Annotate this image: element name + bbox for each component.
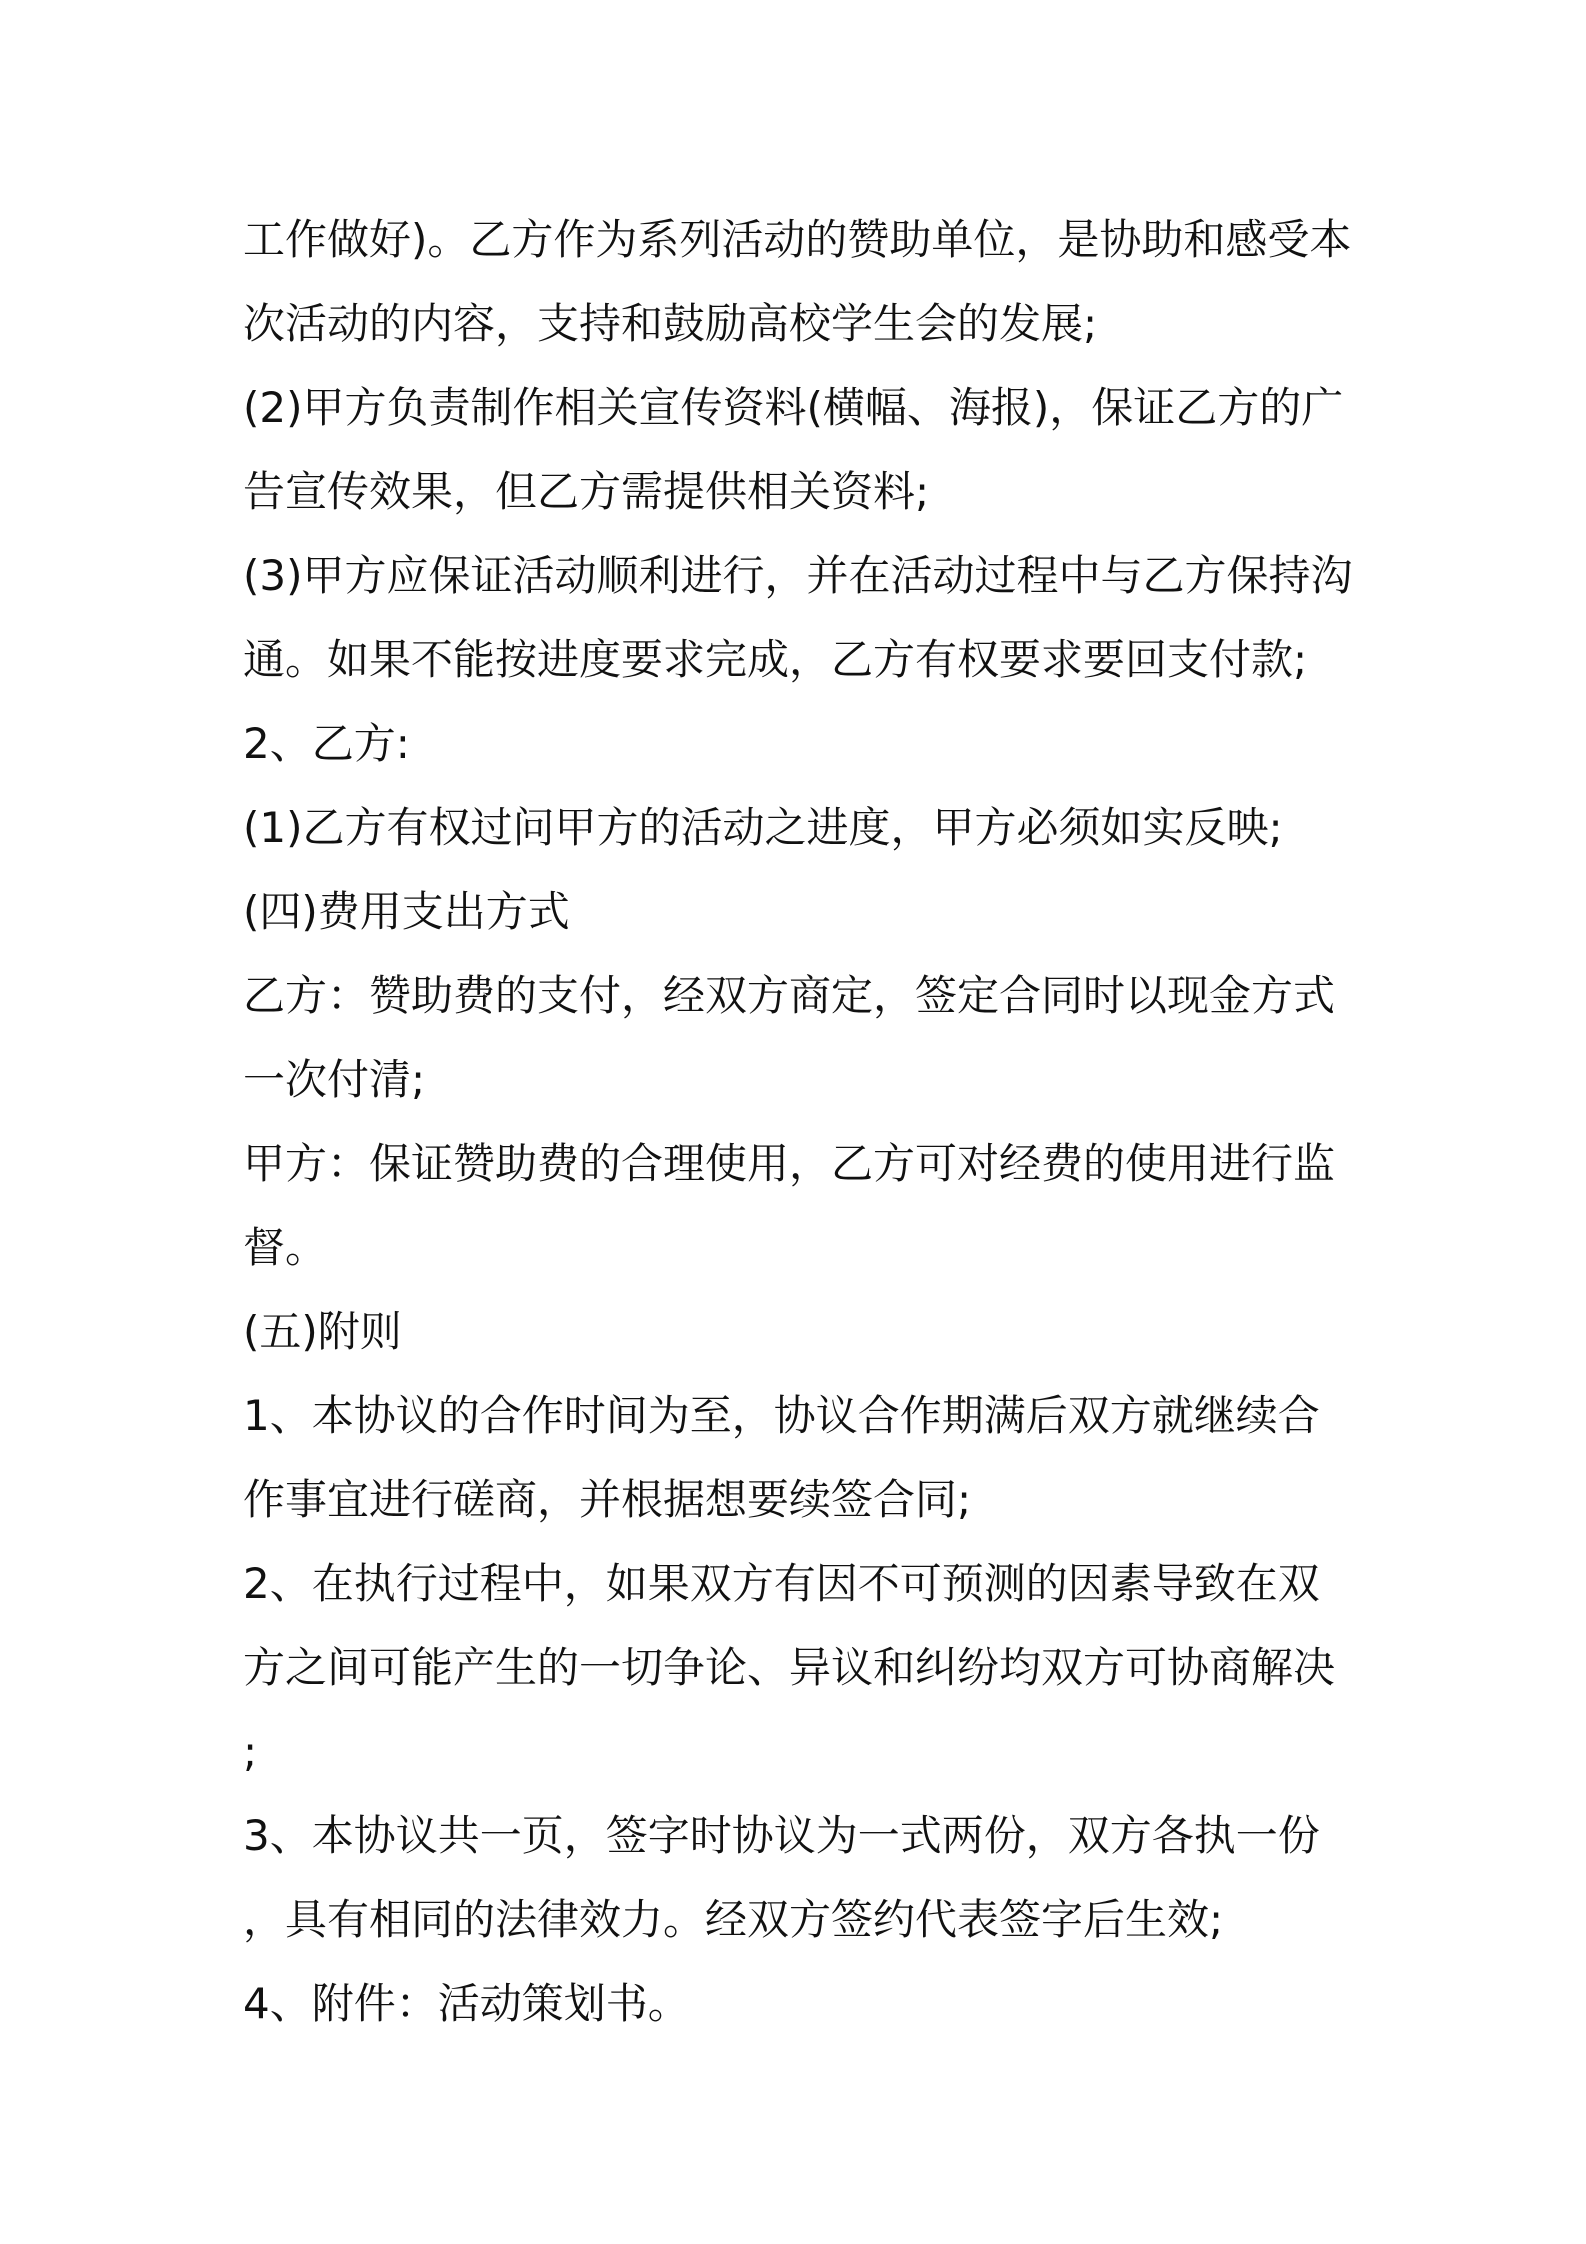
text-line: 2、在执行过程中，如果双方有因不可预测的因素导致在双 (243, 1559, 1320, 1608)
section-heading: (四)费用支出方式 (243, 887, 570, 936)
text-line: 通。如果不能按进度要求完成，乙方有权要求要回支付款; (243, 635, 1308, 684)
text-line: 工作做好)。乙方作为系列活动的赞助单位，是协助和感受本 (243, 215, 1352, 264)
text-line: 2、乙方: (243, 719, 410, 768)
text-line: 一次付清; (243, 1055, 426, 1104)
document-body (243, 198, 1363, 2046)
text-line: ，具有相同的法律效力。经双方签约代表签字后生效; (243, 1895, 1224, 1944)
text-line: 3、本协议共一页，签字时协议为一式两份，双方各执一份 (243, 1811, 1320, 1860)
text-line: 乙方：赞助费的支付，经双方商定，签定合同时以现金方式 (243, 971, 1336, 1020)
text-line: 作事宜进行磋商，并根据想要续签合同; (243, 1475, 972, 1524)
section-heading: (五)附则 (243, 1307, 402, 1356)
text-line: ; (243, 1727, 258, 1776)
text-line: 督。 (243, 1223, 328, 1272)
text-line: 甲方：保证赞助费的合理使用，乙方可对经费的使用进行监 (243, 1139, 1336, 1188)
text-line: 方之间可能产生的一切争论、异议和纠纷均双方可协商解决 (243, 1643, 1336, 1692)
text-line: 告宣传效果，但乙方需提供相关资料; (243, 467, 930, 516)
text-line: 1、本协议的合作时间为至，协议合作期满后双方就继续合 (243, 1391, 1320, 1440)
text-line: (3)甲方应保证活动顺利进行，并在活动过程中与乙方保持沟 (243, 551, 1353, 600)
text-line: 次活动的内容，支持和鼓励高校学生会的发展; (243, 299, 1098, 348)
text-line: 4、附件：活动策划书。 (243, 1979, 690, 2028)
text-line: (2)甲方负责制作相关宣传资料(横幅、海报)，保证乙方的广 (243, 383, 1344, 432)
text-line: (1)乙方有权过问甲方的活动之进度，甲方必须如实反映; (243, 803, 1283, 852)
